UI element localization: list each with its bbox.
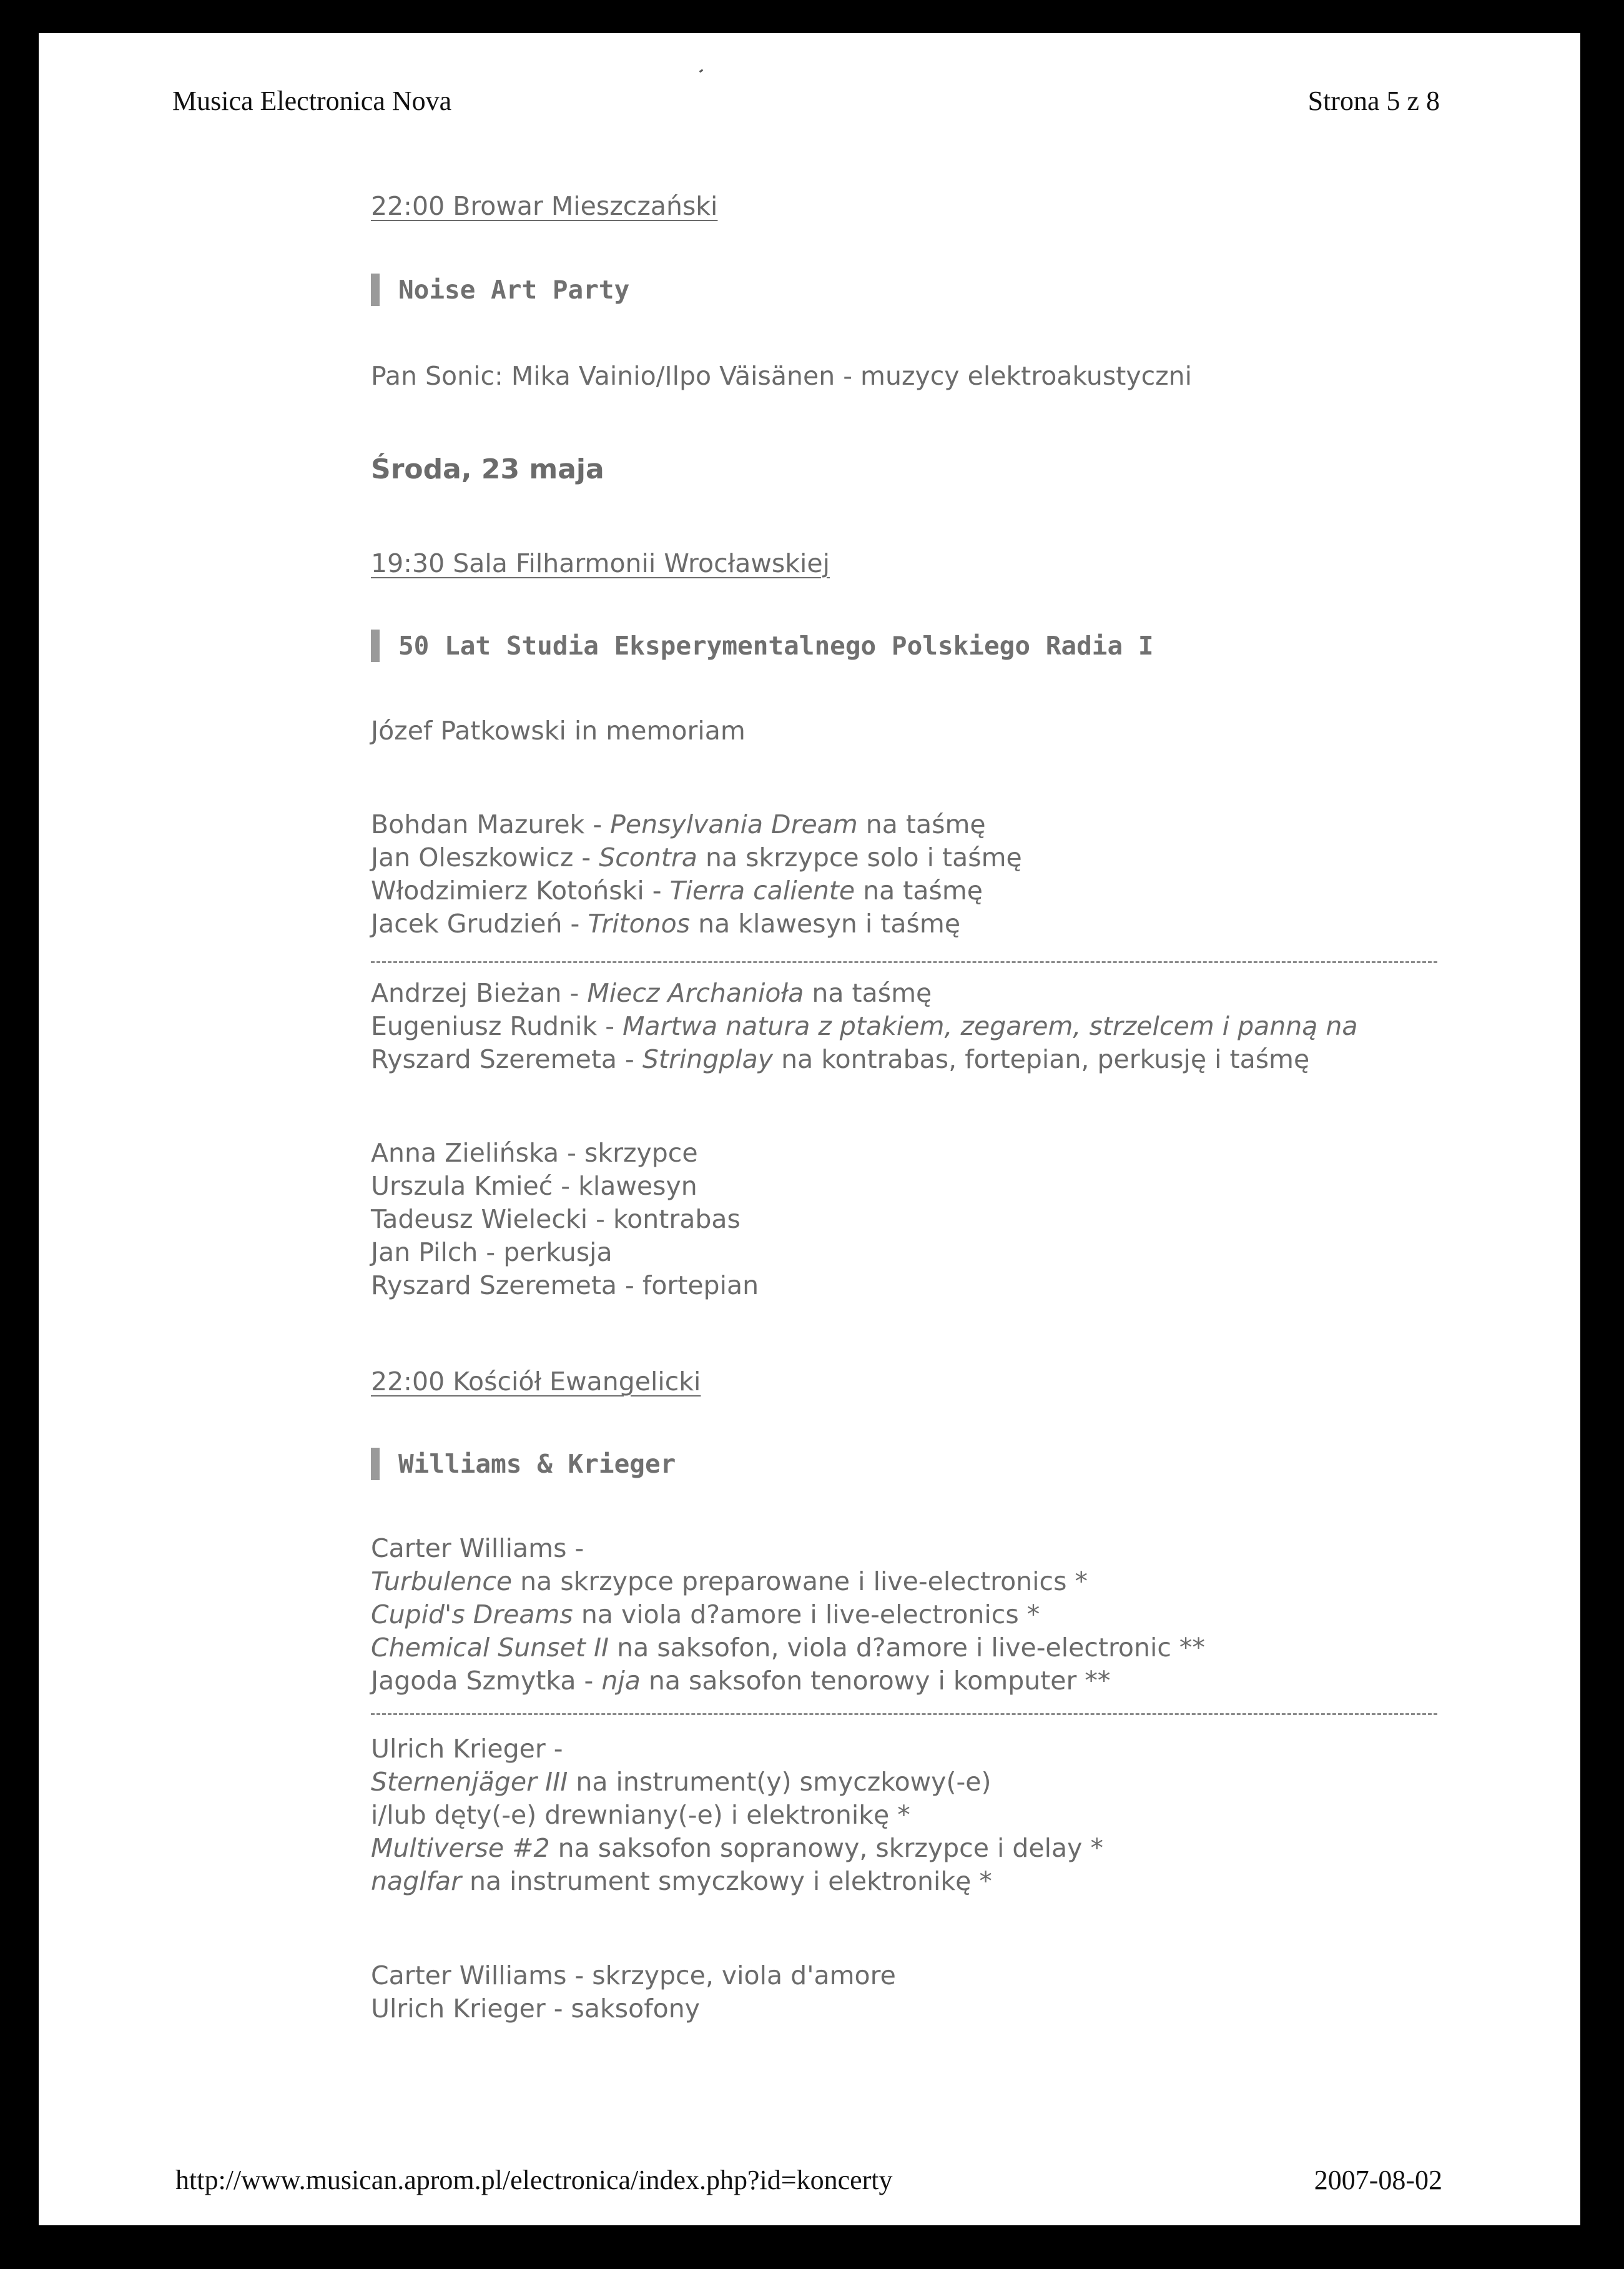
composer-heading: Ulrich Krieger - bbox=[371, 1734, 563, 1764]
header-page-number: Strona 5 z 8 bbox=[1307, 86, 1440, 116]
venue-kosciol[interactable]: 22:00 Kościół Ewangelicki bbox=[371, 1367, 701, 1396]
event-bar-icon bbox=[371, 274, 380, 306]
dedication: Józef Patkowski in memoriam bbox=[371, 716, 746, 746]
work-line: Ryszard Szeremeta - Stringplay na kontrabas, fortepian, perkusję i taśmę bbox=[371, 1044, 1310, 1074]
work-line: naglfar na instrument smyczkowy i elektronikę * bbox=[371, 1866, 992, 1896]
work-line: Eugeniusz Rudnik - Martwa natura z ptakiem, zegarem, strzelcem i panną na bbox=[371, 1011, 1358, 1041]
composer-heading: Carter Williams - bbox=[371, 1533, 584, 1563]
performer-line: Tadeusz Wielecki - kontrabas bbox=[371, 1204, 741, 1234]
event-bar-icon bbox=[371, 1448, 380, 1480]
dashed-separator bbox=[371, 961, 1437, 963]
work-line: i/lub dęty(-e) drewniany(-e) i elektronikę * bbox=[371, 1800, 910, 1830]
scan-speck bbox=[699, 69, 704, 73]
venue-browar[interactable]: 22:00 Browar Mieszczański bbox=[371, 191, 718, 221]
event-title-text: 50 Lat Studia Eksperymentalnego Polskiego Radia I bbox=[398, 631, 1154, 661]
work-line: Sternenjäger III na instrument(y) smyczkowy(-e) bbox=[371, 1767, 992, 1797]
event-bar-icon bbox=[371, 630, 380, 662]
work-line: Bohdan Mazurek - Pensylvania Dream na taśmę bbox=[371, 809, 986, 839]
performer-line: Jan Pilch - perkusja bbox=[371, 1237, 613, 1267]
work-line: Jacek Grudzień - Tritonos na klawesyn i taśmę bbox=[371, 909, 961, 939]
event-description: Pan Sonic: Mika Vainio/Ilpo Väisänen - muzycy elektroakustyczni bbox=[371, 361, 1193, 391]
header-site-title: Musica Electronica Nova bbox=[172, 86, 452, 116]
work-line: Andrzej Bieżan - Miecz Archanioła na taśmę bbox=[371, 978, 932, 1008]
footer-date: 2007-08-02 bbox=[1314, 2165, 1442, 2195]
event-title-text: Noise Art Party bbox=[398, 275, 630, 305]
performer-line: Ulrich Krieger - saksofony bbox=[371, 1994, 700, 2024]
performer-line: Urszula Kmieć - klawesyn bbox=[371, 1171, 697, 1201]
venue-filharmonia[interactable]: 19:30 Sala Filharmonii Wrocławskiej bbox=[371, 548, 830, 578]
footer-url[interactable]: http://www.musican.aprom.pl/electronica/index.php?id=koncerty bbox=[175, 2165, 893, 2195]
performer-line: Carter Williams - skrzypce, viola d'amore bbox=[371, 1960, 896, 1990]
performer-line: Ryszard Szeremeta - fortepian bbox=[371, 1270, 759, 1300]
event-title-text: Williams & Krieger bbox=[398, 1449, 676, 1479]
work-line: Multiverse #2 na saksofon sopranowy, skrzypce i delay * bbox=[371, 1833, 1103, 1863]
event-title-50-lat bbox=[371, 630, 1154, 662]
work-line: Jan Oleszkowicz - Scontra na skrzypce solo i taśmę bbox=[371, 843, 1022, 873]
dashed-separator bbox=[371, 1713, 1437, 1715]
event-title-noise-art-party bbox=[371, 274, 629, 306]
work-line: Chemical Sunset II na saksofon, viola d?amore i live-electronic ** bbox=[371, 1633, 1205, 1663]
performer-line: Anna Zielińska - skrzypce bbox=[371, 1138, 698, 1168]
day-heading: Środa, 23 maja bbox=[371, 453, 604, 485]
work-line: Włodzimierz Kotoński - Tierra caliente na taśmę bbox=[371, 876, 983, 906]
work-line: Turbulence na skrzypce preparowane i live-electronics * bbox=[371, 1566, 1088, 1596]
event-title-williams-krieger bbox=[371, 1448, 676, 1480]
work-line: Cupid's Dreams na viola d?amore i live-electronics * bbox=[371, 1599, 1040, 1629]
work-line: Jagoda Szmytka - nja na saksofon tenorowy i komputer ** bbox=[371, 1666, 1111, 1696]
